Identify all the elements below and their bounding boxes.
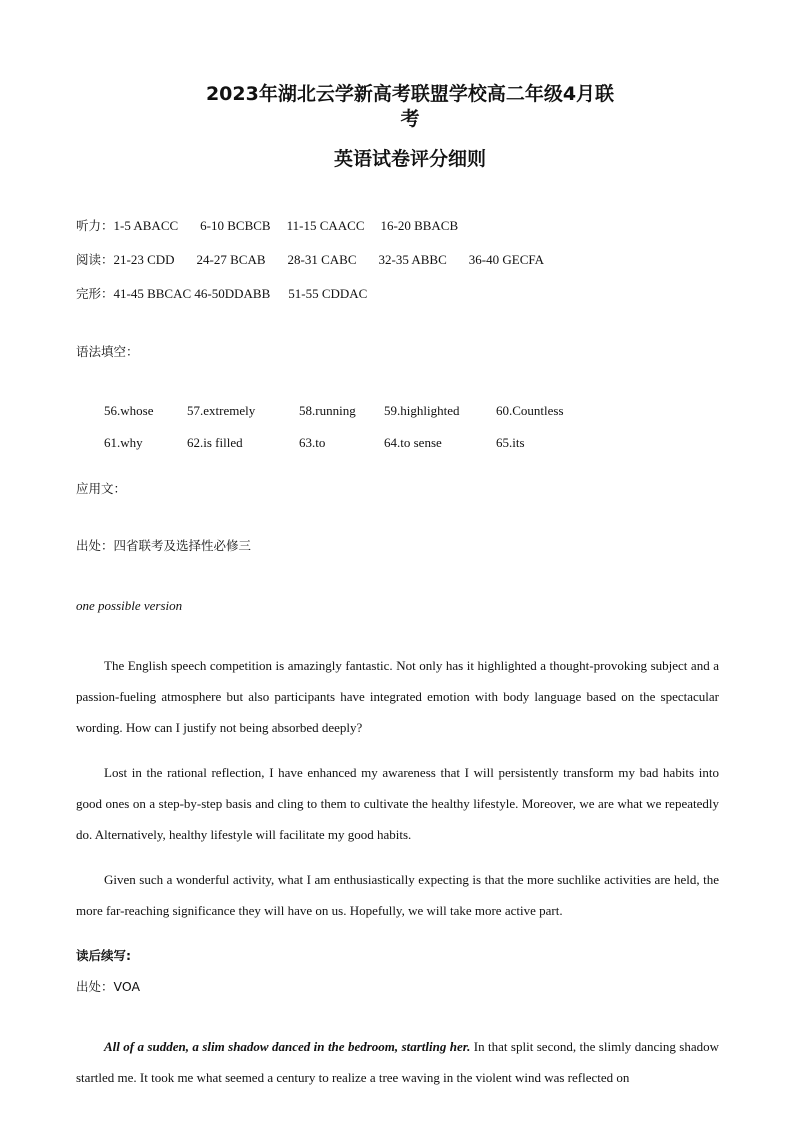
answer-key: 16-20 BBACB [380, 218, 459, 233]
version-label: one possible version [76, 598, 183, 613]
answer-key: 6-10 BCBCB [200, 218, 271, 233]
page-title-line1: 2023年湖北云学新高考联盟学校高二年级4月联 [205, 83, 615, 105]
continuation-source: 出处：VOA [76, 979, 141, 994]
answer-key: 32-35 ABBC [378, 252, 447, 267]
grammar-answer: 57.extremely [187, 403, 256, 418]
answer-key: 41-45 BBCAC 46-50DDABB [113, 286, 271, 301]
page-subtitle: 英语试卷评分细则 [333, 148, 486, 170]
answer-key: 11-15 CAACC [286, 218, 365, 233]
grammar-answer: 64.to sense [384, 435, 442, 450]
answer-key: 24-27 BCAB [196, 252, 266, 267]
cloze-answers [76, 284, 367, 302]
answer-key: 51-55 CDDAC [288, 286, 368, 301]
answer-key: 1-5 ABACC [113, 218, 179, 233]
grammar-answer: 58.running [299, 403, 356, 418]
continuation-text: In that split second, the slimly dancing shadow startled me. It took me what seemed a century to realize a tree waving in the violent wind was reflected on [76, 1039, 719, 1085]
listening-answers [76, 216, 458, 234]
reading-label: 阅读： [76, 252, 114, 267]
grammar-label: 语法填空： [76, 344, 139, 359]
grammar-answer: 60.Countless [496, 403, 564, 418]
grammar-answer: 56.whose [104, 403, 154, 418]
grammar-answer: 61.why [104, 435, 143, 450]
essay-paragraph: Lost in the rational reflection, I have enhanced my awareness that I will persistently transform my bad habits into good ones on a step-by-step basis and cling to them to cultivate the healthy lifestyle. Moreover, we are what we repeatedly do. Alternatively, healthy lifestyle will facilitate my good habits. [76, 765, 719, 842]
continuation-label: 读后续写: [76, 948, 131, 963]
essay-paragraph: The English speech competition is amazingly fantastic. Not only has it highlighted a thought-provoking subject and a passion-fueling atmosphere but also participants have integrated emotion with body language based on the spectacular wording. How can I justify not being absorbed deeply? [76, 658, 719, 735]
applied-writing-label: 应用文： [76, 481, 127, 496]
grammar-answer: 59.highlighted [384, 403, 460, 418]
grammar-answer: 63.to [299, 435, 326, 450]
essay-paragraph: Given such a wonderful activity, what I am enthusiastically expecting is that the more suchlike activities are held, the more far-reaching significance they will have on us. Hopefully, we will take more active part. [76, 872, 719, 918]
answer-key: 28-31 CABC [287, 252, 357, 267]
reading-answers [76, 250, 544, 268]
page-title-line2: 考 [400, 108, 420, 130]
applied-writing-source: 出处：四省联考及选择性必修三 [76, 538, 252, 553]
grammar-answer: 65.its [496, 435, 525, 450]
answer-key: 21-23 CDD [113, 252, 175, 267]
listening-label: 听力： [76, 218, 114, 233]
continuation-lead: All of a sudden, a slim shadow danced in the bedroom, startling her. [104, 1039, 471, 1054]
answer-key: 36-40 GECFA [468, 252, 545, 267]
grammar-answer: 62.is filled [187, 435, 243, 450]
cloze-label: 完形： [76, 286, 114, 301]
continuation-paragraph [76, 1031, 719, 1093]
